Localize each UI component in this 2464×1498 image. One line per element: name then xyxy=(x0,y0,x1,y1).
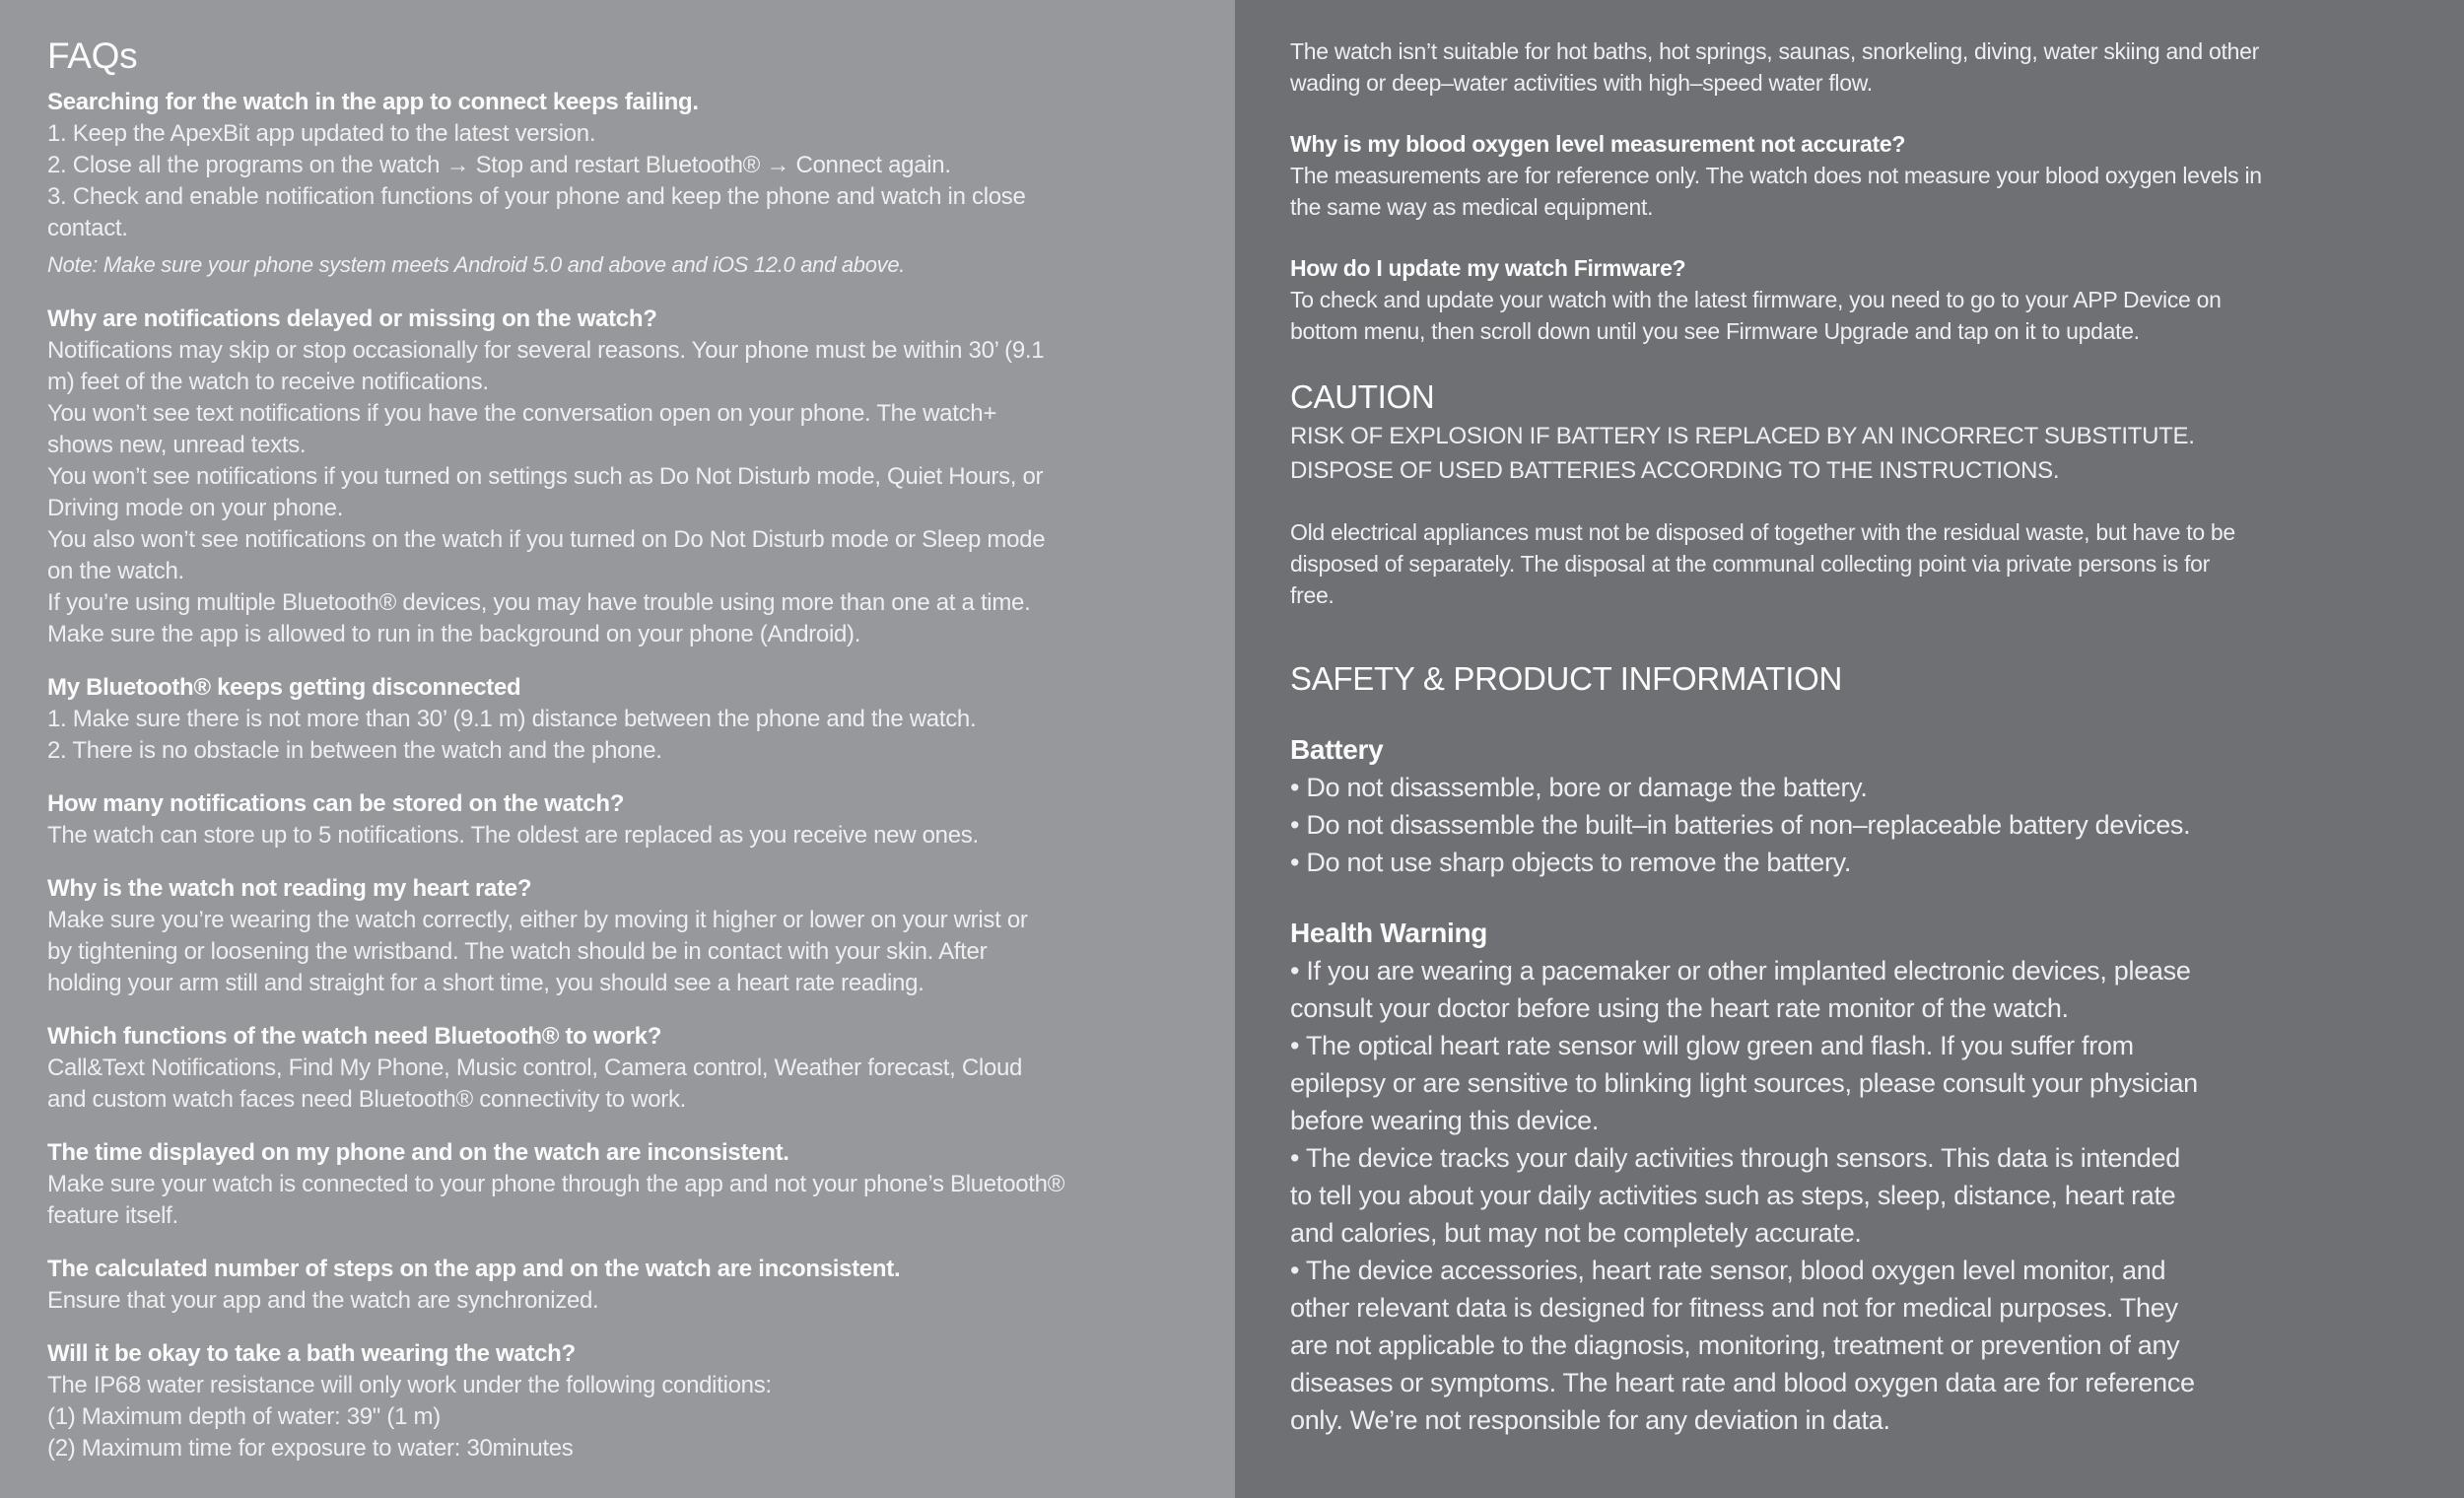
faq-answer-line: m) feet of the watch to receive notifications. xyxy=(47,369,489,395)
page-title: FAQs xyxy=(47,35,138,76)
faq-block xyxy=(47,304,1180,650)
safety-subheading: Battery xyxy=(1290,734,1384,765)
faq-answer-line: and custom watch faces need Bluetooth® connectivity to work. xyxy=(47,1086,687,1113)
caution-block xyxy=(1290,376,2436,487)
faq-question: The calculated number of steps on the app and on the watch are inconsistent. xyxy=(47,1256,901,1282)
faq-answer-line: Call&Text Notifications, Find My Phone, Music control, Camera control, Weather forecast, Cloud xyxy=(47,1055,1023,1081)
safety-bullet-line: • Do not disassemble the built–in batteries of non–replaceable battery devices. xyxy=(1290,810,2191,840)
faq-question: The time displayed on my phone and on the watch are inconsistent. xyxy=(47,1139,789,1166)
faq-block xyxy=(1290,252,2436,347)
safety-bullet-line: other relevant data is designed for fitness and not for medical purposes. They xyxy=(1290,1293,2178,1323)
safety-block xyxy=(1290,915,2436,1439)
safety-bullet-line: are not applicable to the diagnosis, monitoring, treatment or prevention of any xyxy=(1290,1330,2180,1360)
faq-block xyxy=(47,87,1180,282)
faq-answer-line: on the watch. xyxy=(47,558,184,584)
faq-question: How many notifications can be stored on the watch? xyxy=(47,790,625,817)
faq-answer-line: Make sure your watch is connected to your phone through the app and not your phone’s Bluetooth® xyxy=(47,1171,1065,1197)
safety-column xyxy=(1235,0,2464,1498)
faq-answer-line: Ensure that your app and the watch are synchronized. xyxy=(47,1287,599,1314)
safety-subheading: Health Warning xyxy=(1290,918,1488,948)
faq-answer-line: bottom menu, then scroll down until you see Firmware Upgrade and tap on it to update. xyxy=(1290,318,2140,344)
faq-answer-line: the same way as medical equipment. xyxy=(1290,194,1654,220)
safety-bullet-line: only. We’re not responsible for any deviation in data. xyxy=(1290,1405,1890,1435)
faq-answer-line: (1) Maximum depth of water: 39" (1 m) xyxy=(47,1403,441,1430)
faq-question: Which functions of the watch need Bluetooth® to work? xyxy=(47,1023,662,1050)
safety-block xyxy=(1290,731,2436,881)
safety-bullet-line: • Do not disassemble, bore or damage the battery. xyxy=(1290,773,1868,802)
faq-answer-line: 2. There is no obstacle in between the watch and the phone. xyxy=(47,737,662,764)
safety-section-block xyxy=(1290,658,2436,700)
paragraph-line: disposed of separately. The disposal at the communal collecting point via private persons is for xyxy=(1290,551,2211,577)
paragraph-line: The watch isn’t suitable for hot baths, hot springs, saunas, snorkeling, diving, water skiing and other xyxy=(1290,38,2259,64)
faq-block xyxy=(1290,128,2436,223)
faq-question: Why are notifications delayed or missing on the watch? xyxy=(47,306,657,332)
faq-answer-line: (2) Maximum time for exposure to water: 30minutes xyxy=(47,1435,574,1462)
paragraph-line: Old electrical appliances must not be disposed of together with the residual waste, but have to be xyxy=(1290,519,2235,545)
paragraph-block xyxy=(1290,35,2436,99)
faq-answer-line: To check and update your watch with the latest firmware, you need to go to your APP Device on xyxy=(1290,287,2222,312)
faq-answer-line: Make sure you’re wearing the watch correctly, either by moving it higher or lower on your wrist or xyxy=(47,907,1028,933)
faq-answer-line: The measurements are for reference only. The watch does not measure your blood oxygen levels in xyxy=(1290,163,2262,188)
caution-line: RISK OF EXPLOSION IF BATTERY IS REPLACED BY AN INCORRECT SUBSTITUTE. xyxy=(1290,423,2195,449)
safety-bullet-line: epilepsy or are sensitive to blinking light sources, please consult your physician xyxy=(1290,1068,2198,1098)
safety-section-title: SAFETY & PRODUCT INFORMATION xyxy=(1290,660,1842,697)
faq-answer-line: 1. Make sure there is not more than 30’ (9.1 m) distance between the phone and the watch. xyxy=(47,706,977,732)
faq-question: Why is the watch not reading my heart rate? xyxy=(47,875,532,902)
faq-question: My Bluetooth® keeps getting disconnected xyxy=(47,674,521,701)
faq-answer-line: If you’re using multiple Bluetooth® devices, you may have trouble using more than one at a time. xyxy=(47,589,1031,616)
caution-heading: CAUTION xyxy=(1290,378,1435,415)
paragraph-line: free. xyxy=(1290,582,1335,608)
caution-line: DISPOSE OF USED BATTERIES ACCORDING TO THE INSTRUCTIONS. xyxy=(1290,457,2060,484)
faq-question: Will it be okay to take a bath wearing the watch? xyxy=(47,1340,576,1367)
faq-question: Searching for the watch in the app to connect keeps failing. xyxy=(47,89,699,115)
faq-answer-line: holding your arm still and straight for a short time, you should see a heart rate reading. xyxy=(47,970,924,996)
faq-answer-line: You also won’t see notifications on the watch if you turned on Do Not Disturb mode or Sleep mode xyxy=(47,526,1046,553)
faq-block xyxy=(47,1254,1180,1317)
paragraph-block xyxy=(1290,516,2436,611)
faq-answer-line: 1. Keep the ApexBit app updated to the latest version. xyxy=(47,120,596,147)
faq-answer-line: Make sure the app is allowed to run in the background on your phone (Android). xyxy=(47,621,861,647)
faq-answer-line: Notifications may skip or stop occasionally for several reasons. Your phone must be within 30’ (9.1 xyxy=(47,337,1045,364)
faq-answer-line: 2. Close all the programs on the watch → Stop and restart Bluetooth® → Connect again. xyxy=(47,152,951,178)
safety-bullet-line: and calories, but may not be completely accurate. xyxy=(1290,1218,1862,1248)
safety-bullet-line: diseases or symptoms. The heart rate and blood oxygen data are for reference xyxy=(1290,1368,2195,1397)
faq-block xyxy=(47,1338,1180,1464)
faq-answer-line: shows new, unread texts. xyxy=(47,432,307,458)
faq-answer-line: contact. xyxy=(47,215,128,241)
safety-bullet-line: to tell you about your daily activities such as steps, sleep, distance, heart rate xyxy=(1290,1181,2176,1210)
faq-answer-line: The watch can store up to 5 notifications. The oldest are replaced as you receive new ones. xyxy=(47,822,979,849)
faq-answer-line: You won’t see notifications if you turned on settings such as Do Not Disturb mode, Quiet Hours, or xyxy=(47,463,1044,490)
faq-block xyxy=(47,1137,1180,1232)
faq-answer-line: feature itself. xyxy=(47,1202,178,1229)
safety-bullet-line: before wearing this device. xyxy=(1290,1106,1600,1135)
paragraph-line: wading or deep–water activities with high–speed water flow. xyxy=(1290,70,1873,96)
faq-answer-line: 3. Check and enable notification functions of your phone and keep the phone and watch in close xyxy=(47,183,1026,210)
safety-bullet-line: • If you are wearing a pacemaker or other implanted electronic devices, please xyxy=(1290,956,2191,986)
faq-question: How do I update my watch Firmware? xyxy=(1290,255,1686,281)
faq-answer-line: The IP68 water resistance will only work under the following conditions: xyxy=(47,1372,772,1398)
safety-bullet-line: • The device accessories, heart rate sensor, blood oxygen level monitor, and xyxy=(1290,1256,2166,1285)
safety-bullet-line: consult your doctor before using the heart rate monitor of the watch. xyxy=(1290,993,2069,1023)
safety-bullet-line: • The device tracks your daily activities through sensors. This data is intended xyxy=(1290,1143,2180,1173)
faq-block xyxy=(47,788,1180,851)
faq-block xyxy=(47,34,1180,79)
faq-block xyxy=(47,873,1180,999)
faq-question: Why is my blood oxygen level measurement not accurate? xyxy=(1290,131,1906,157)
safety-bullet-line: • Do not use sharp objects to remove the battery. xyxy=(1290,848,1852,877)
faq-note: Note: Make sure your phone system meets Android 5.0 and above and iOS 12.0 and above. xyxy=(47,252,906,277)
faq-block xyxy=(47,1021,1180,1116)
faq-answer-line: by tightening or loosening the wristband. The watch should be in contact with your skin. After xyxy=(47,938,988,965)
faq-answer-line: You won’t see text notifications if you have the conversation open on your phone. The watch+ xyxy=(47,400,997,427)
faq-block xyxy=(47,672,1180,767)
safety-bullet-line: • The optical heart rate sensor will glow green and flash. If you suffer from xyxy=(1290,1031,2134,1060)
faq-answer-line: Driving mode on your phone. xyxy=(47,495,344,521)
